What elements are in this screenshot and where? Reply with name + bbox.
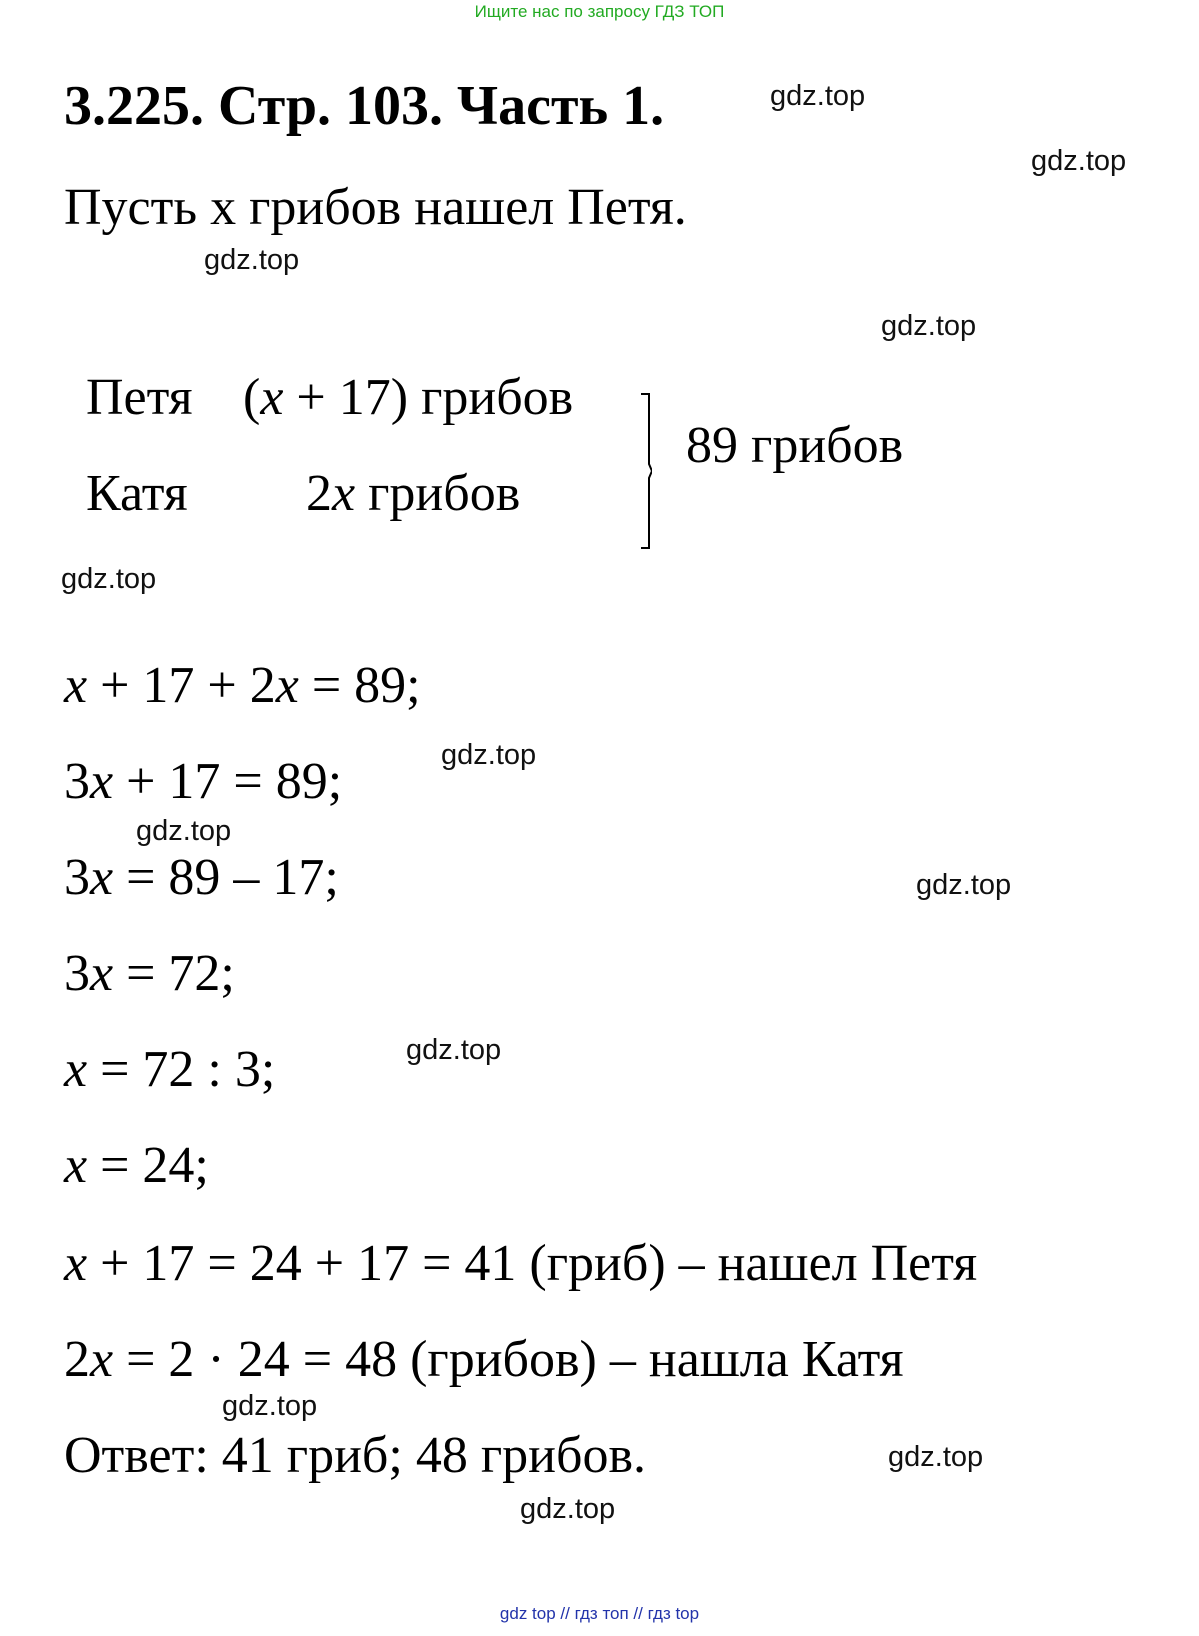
- row1-name: Петя: [86, 369, 193, 426]
- equation-5: x = 72 : 3;: [64, 1041, 276, 1098]
- watermark: gdz.top: [136, 815, 232, 847]
- watermark: gdz.top: [881, 310, 977, 342]
- equation-4: 3x = 72;: [64, 945, 235, 1002]
- bottom-banner: gdz top // гдз топ // гдз top: [499, 1604, 700, 1623]
- watermark: gdz.top: [222, 1390, 318, 1422]
- equation-3: 3x = 89 – 17;: [64, 849, 339, 906]
- row2-expression: 2x грибов: [306, 465, 521, 522]
- watermark: gdz.top: [61, 563, 157, 595]
- right-brace: [640, 392, 652, 550]
- page-title: 3.225. Стр. 103. Часть 1.: [64, 75, 665, 137]
- total-mushrooms: 89 грибов: [686, 417, 904, 474]
- watermark: gdz.top: [204, 244, 300, 276]
- watermark: gdz.top: [406, 1034, 502, 1066]
- watermark: gdz.top: [888, 1441, 984, 1473]
- watermark: gdz.top: [770, 80, 866, 112]
- watermark: gdz.top: [441, 739, 537, 771]
- equation-8: 2x = 2 · 24 = 48 (грибов) – нашла Катя: [64, 1331, 904, 1388]
- equation-1: x + 17 + 2x = 89;: [64, 657, 421, 714]
- answer: Ответ: 41 гриб; 48 грибов.: [64, 1427, 647, 1484]
- watermark: gdz.top: [916, 869, 1012, 901]
- row1-expression: (x + 17) грибов: [243, 369, 574, 426]
- row2-name: Катя: [86, 465, 188, 522]
- intro-text: Пусть х грибов нашел Петя.: [64, 179, 687, 236]
- watermark: gdz.top: [520, 1493, 616, 1525]
- top-banner: Ищите нас по запросу ГДЗ ТОП: [474, 2, 725, 21]
- equation-6: x = 24;: [64, 1137, 209, 1194]
- equation-2: 3x + 17 = 89;: [64, 753, 343, 810]
- equation-7: x + 17 = 24 + 17 = 41 (гриб) – нашел Петя: [64, 1235, 978, 1292]
- watermark: gdz.top: [1031, 145, 1127, 177]
